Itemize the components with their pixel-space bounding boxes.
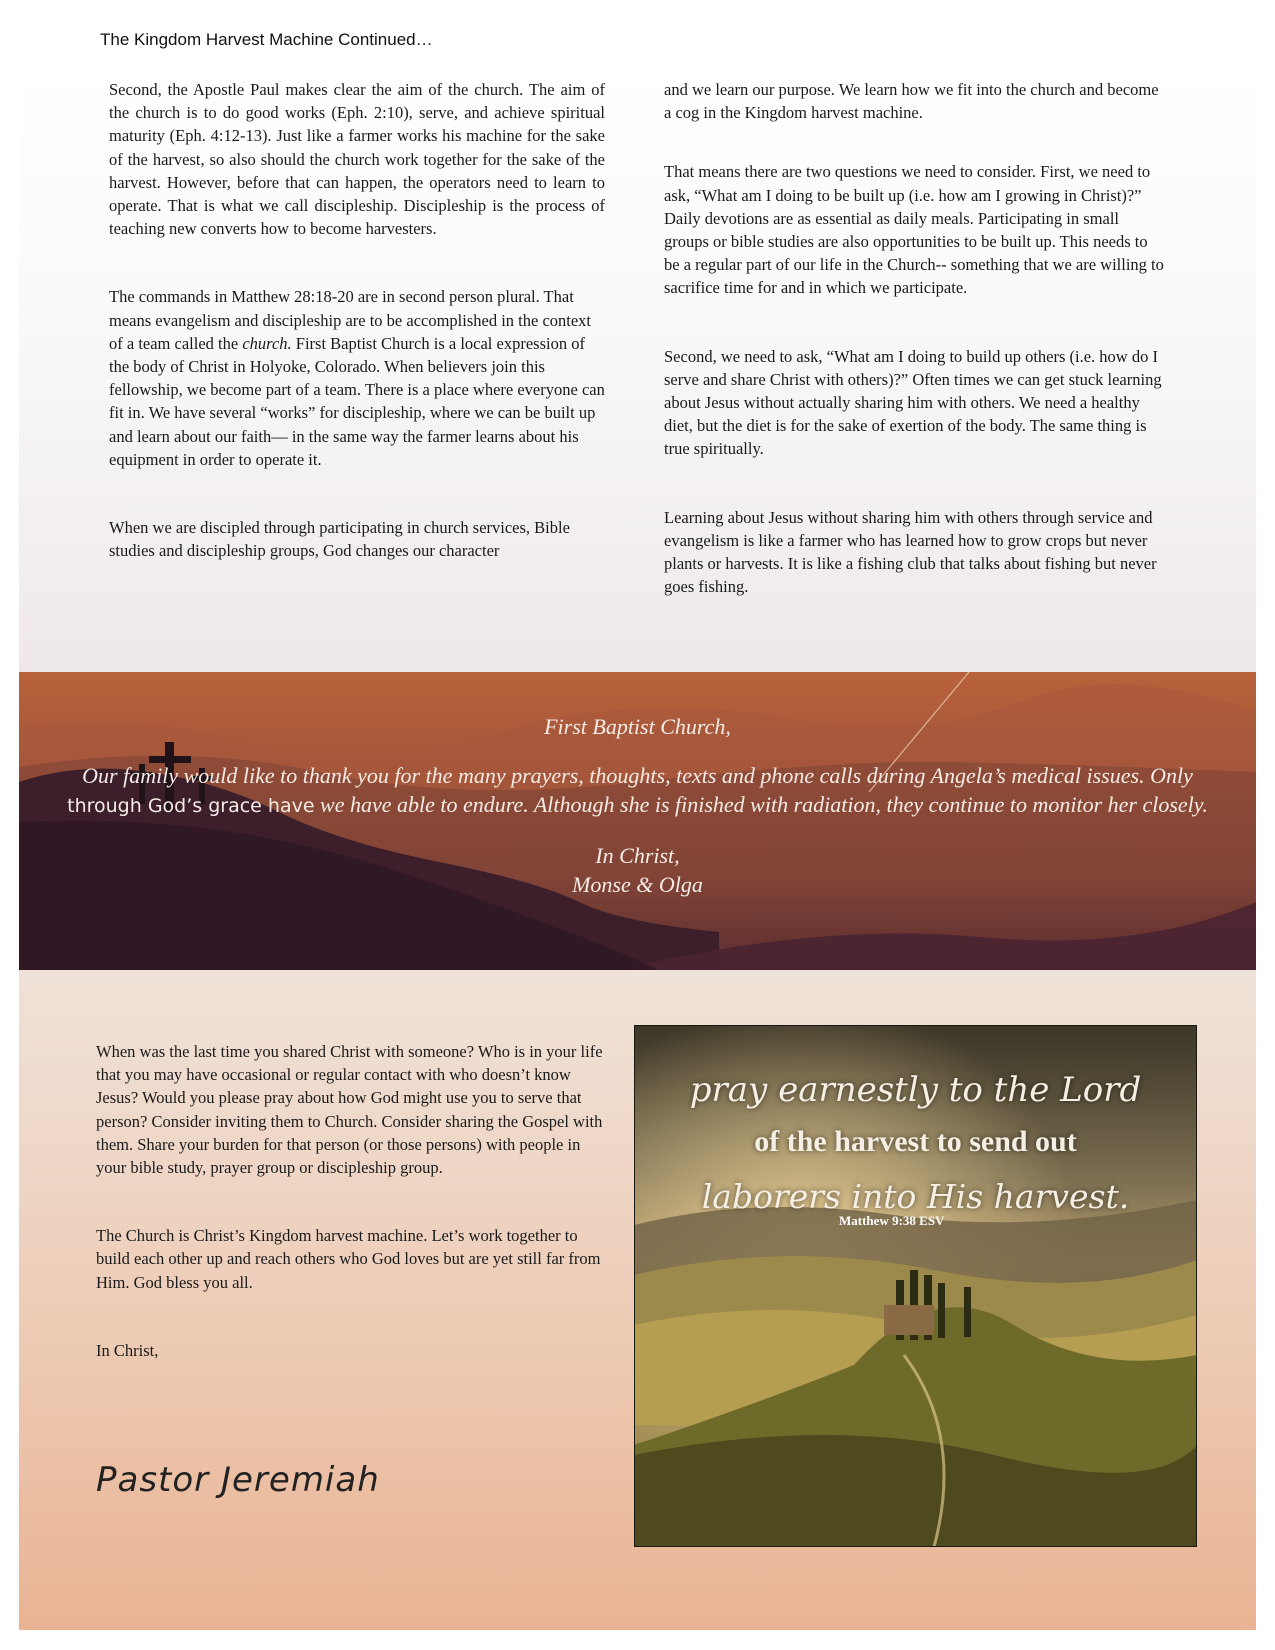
right-paragraph-4: Learning about Jesus without sharing him with others through service and evangelism is like a farmer who has learned how to grow crops but never plants or harvests. It is like a fishing club that talks about fishing but never goes fishing. [664,507,1157,597]
left-paragraph-3: When we are discipled through participating in church services, Bible studies and discipleship groups, God changes our character [109,518,570,561]
right-column [664,78,1164,598]
verse-line-1: pray earnestly to the Lord [689,1070,1142,1110]
verse-line-3: laborers into His harvest. [701,1177,1130,1216]
left-paragraph-2-start: The commands in Matthew 28:18-20 are in second person plural. That means evangelism and discipleship are to be accomplished in the context of a team called the [109,287,592,353]
left-paragraph-2 [109,285,605,471]
verse-reference: Matthew 9:38 ESV [839,1213,945,1228]
lower-paragraph-2: The Church is Christ’s Kingdom harvest machine. Let’s work together to build each other up and reach others who God loves but are yet still far from Him. God bless you all. [96,1226,601,1292]
banner-body-upright: through God’s grace have [67,795,315,817]
pastor-signature: Pastor Jeremiah [96,1460,380,1500]
left-paragraph-1: Second, the Apostle Paul makes clear the aim of the church. The aim of the church is to do good works (Eph. 2:10), serve, and achieve spiritual maturity (Eph. 4:12-13). Just like a farmer works his machine for the sake of the harvest, so also should the church work together for the sake of the harvest. However, before that can happen, the operators need to learn to operate. That is what we call discipleship. Discipleship is the process of teaching new converts how to become harvesters. [109,80,605,239]
left-paragraph-2-emphasis: church. [242,333,292,353]
lower-closing: In Christ, [96,1340,159,1360]
thank-you-banner [19,672,1256,970]
lower-column [96,1040,606,1362]
banner-closing: In Christ, [595,843,680,868]
left-column [109,78,605,562]
page-title: The Kingdom Harvest Machine Continued… [100,30,433,49]
banner-salutation: First Baptist Church, [544,714,731,739]
banner-message [19,712,1256,899]
banner-body [19,761,1256,821]
banner-body-end: we have able to endure. Although she is finished with radiation, they continue to monitor her closely. [314,792,1208,817]
right-paragraph-1: and we learn our purpose. We learn how we fit into the church and become a cog in the Kingdom harvest machine. [664,80,1159,123]
right-paragraph-2: That means there are two questions we need to consider. First, we need to ask, “What am I doing to be built up (i.e. how am I growing in Christ)?” Daily devotions are as essential as daily meals. Participating in small groups or bible studies are also opportunities to be built up. This needs to be a regular part of our life in the Church-- something that we are willing to sacrifice time for and in which we participate. [664,162,1164,298]
lower-paragraph-1: When was the last time you shared Christ with someone? Who is in your life that you may have occasional or regular contact with who doesn’t know Jesus? Would you please pray about how God might use you to serve that person? Consider inviting them to Church. Consider sharing the Gospel with them. Share your burden for that person (or those persons) with people in your bible study, prayer group or discipleship group. [96,1042,603,1178]
banner-signers: Monse & Olga [572,872,703,897]
verse-line-2: of the harvest to send out [754,1125,1077,1158]
banner-body-start: Our family would like to thank you for the many prayers, thoughts, texts and phone calls during Angela’s medical issues. Only [82,763,1193,788]
right-paragraph-3: Second, we need to ask, “What am I doing to build up others (i.e. how do I serve and share Christ with others)?” Often times we can get stuck learning about Jesus without actually sharing him with others. We need a healthy diet, but the diet is for the sake of exertion of the body. The same thing is true spiritually. [664,346,1162,459]
verse-image [634,1025,1197,1547]
farmhouse [884,1305,934,1335]
left-paragraph-2-end: First Baptist Church is a local expression of the body of Christ in Holyoke, Colorado. When believers join this fellowship, we become part of a team. There is a place where everyone can fit in. We have several “works” for discipleship, where we can be built up and learn about our faith— in the same way the farmer learns about his equipment in order to operate it. [109,333,605,469]
